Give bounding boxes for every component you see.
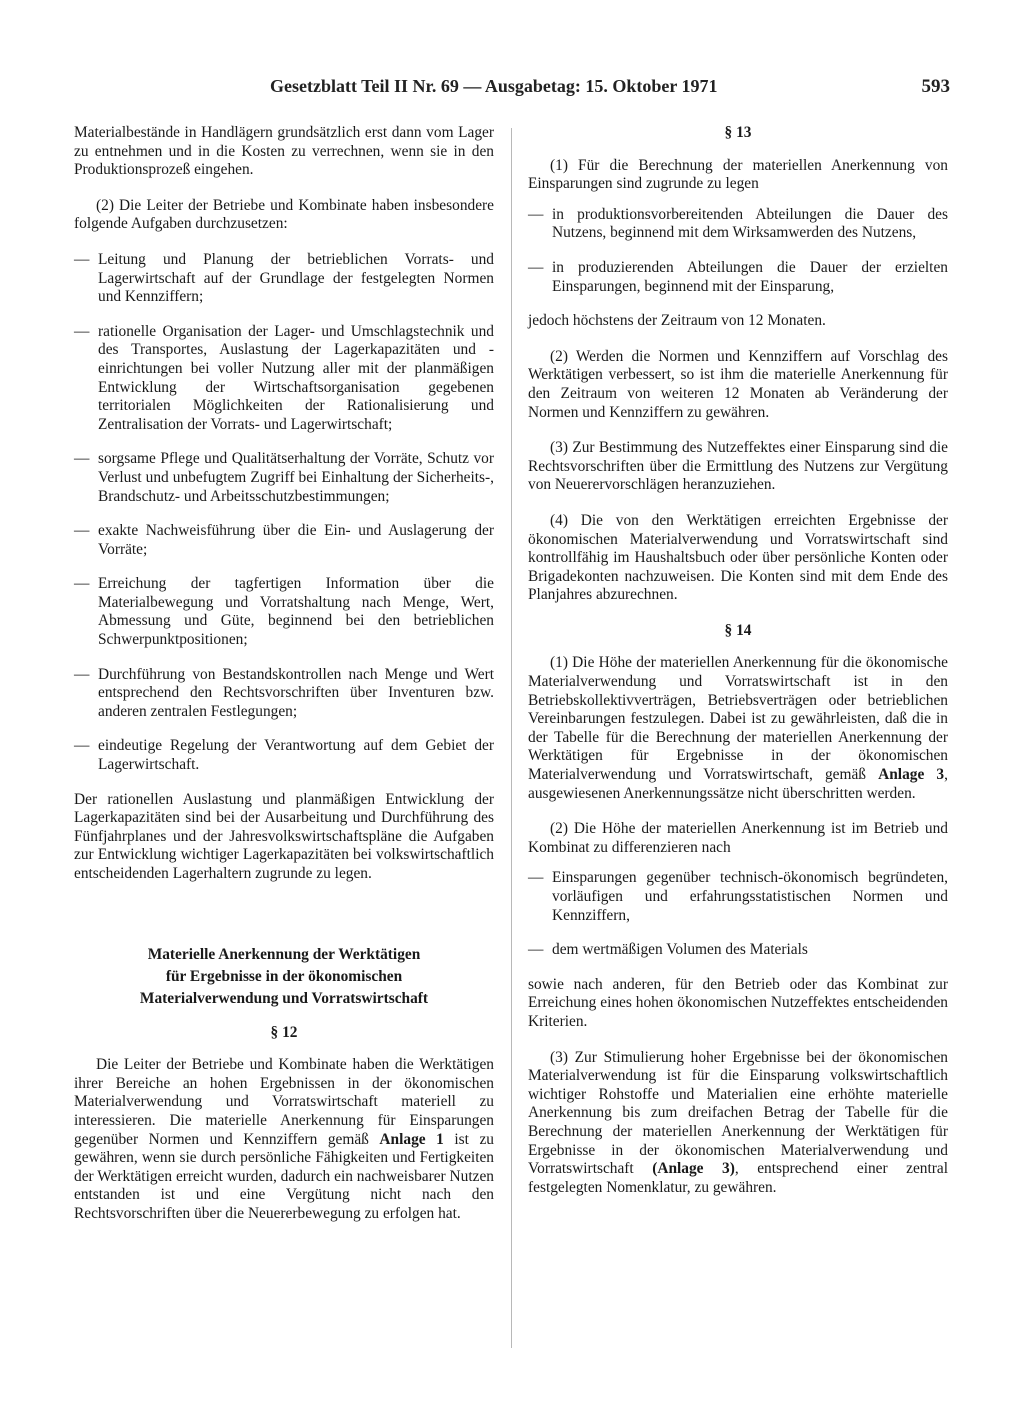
paragraph	[74, 1056, 494, 1223]
list-item	[74, 666, 494, 722]
dash-marker: —	[528, 258, 544, 276]
paragraph: (3) Zur Bestimmung des Nutzeffektes einer Einsparung sind die Rechtsvorschriften über die Ermittlung des Nutzens zur Vergütung von Neuerervorschlägen heranzuziehen.	[528, 439, 948, 494]
paragraph	[528, 1049, 948, 1198]
dash-marker: —	[528, 205, 544, 223]
paragraph: (2) Die Höhe der materiellen Anerkennung ist im Betrieb und Kombinat zu differenzieren nach	[528, 820, 948, 856]
paragraph: sowie nach anderen, für den Betrieb oder das Kombinat zur Erreichung eines hohen ökonomischen Nutzeffektes entscheidenden Kriterien.	[528, 975, 948, 1030]
list-item-text: Einsparungen gegenüber technisch-ökonomisch begründeten, vorläufigen und erfahrungsstatistischen Normen und Kennziffern,	[552, 869, 948, 924]
list-item	[528, 259, 948, 296]
heading-line: Materielle Anerkennung der Werktätigen	[147, 945, 421, 963]
text-run: (1) Die Höhe der materiellen Anerkennung für die ökonomische Materialverwendung und Vorratswirtschaft ist in den Betriebskollektivverträgen, Betriebsverträgen oder betrieblichen Vereinbarungen festzulegen. Dabei ist zu gewährleisten, daß die in der Tabelle für die Berechnung der materiellen Anerkennung der Werktätigen für Ergebnisse in der ökonomischen Materialverwendung und Vorratswirtschaft, gemäß	[528, 654, 948, 784]
text-run: ist zu gewähren, wenn sie durch persönliche Fähigkeiten und Fertigkeiten der Werktätigen erreicht wurden, dadurch ein nachweisbarer Nutzen entstanden ist und eine Vergütung nicht nach den Rechtsvorschriften über die Neuererbewegung zu erfolgen hat.	[74, 1130, 494, 1222]
dash-marker: —	[528, 941, 544, 959]
bold-reference: Anlage 3	[878, 766, 945, 784]
list-item-text: dem wertmäßigen Volumen des Materials	[552, 941, 808, 959]
list-item-text: in produktionsvorbereitenden Abteilungen die Dauer des Nutzens, beginnend mit dem Wirksamwerden des Nutzens,	[552, 205, 948, 242]
bold-reference: Anlage 1	[379, 1130, 444, 1148]
section-heading	[74, 944, 494, 1010]
dash-marker: —	[74, 665, 90, 683]
list-item-text: Erreichung der tagfertigen Information über die Materialbewegung und Vorratshaltung nach Menge, Wert, Abmessung und Güte, beginnend bei den betrieblichen Schwerpunktpositionen;	[98, 575, 494, 649]
dash-marker: —	[74, 450, 90, 468]
header-title: Gesetzblatt Teil II Nr. 69 — Ausgabetag: 15. Oktober 1971	[270, 76, 718, 96]
list-item	[74, 522, 494, 559]
list-item-text: in produzierenden Abteilungen die Dauer der erzielten Einsparungen, beginnend mit der Einsparung,	[552, 258, 948, 295]
list-item	[74, 575, 494, 649]
text-run: Die Leiter der Betriebe und Kombinate haben die Werktätigen ihrer Bereiche an hohen Ergebnissen in der ökonomischen Materialverwendung und Vorratswirtschaft materiell zu interessieren. Die materielle Anerkennung für Einsparungen gegenüber Normen und Kennziffern gemäß	[74, 1056, 494, 1148]
text-run: , entsprechend einer zentral festgelegten Nomenklatur, zu gewähren.	[528, 1160, 949, 1196]
heading-line: Materialverwendung und Vorratswirtschaft	[139, 989, 429, 1007]
section-number: § 14	[724, 621, 752, 639]
right-column	[528, 124, 948, 1197]
heading-line: für Ergebnisse in der ökonomischen	[165, 967, 403, 985]
paragraph: jedoch höchstens der Zeitraum von 12 Monaten.	[528, 312, 826, 330]
dash-marker: —	[528, 869, 544, 887]
section-number: § 13	[724, 124, 752, 141]
column-divider	[511, 128, 512, 1348]
bold-reference: (Anlage 3)	[652, 1160, 735, 1178]
paragraph: (2) Die Leiter der Betriebe und Kombinate haben insbesondere folgende Aufgaben durchzusetzen:	[74, 196, 494, 233]
paragraph: (1) Für die Berechnung der materiellen Anerkennung von Einsparungen sind zugrunde zu legen	[528, 156, 948, 193]
list-item-text: eindeutige Regelung der Verantwortung auf dem Gebiet der Lagerwirtschaft.	[98, 737, 494, 774]
paragraph: (4) Die von den Werktätigen erreichten Ergebnisse der ökonomischen Materialverwendung und Vorratswirtschaft sind kontrollfähig im Haushaltsbuch oder über persönliche Konten oder Brigadekonten nachzuweisen. Die Konten sind mit dem Ende des Planjahres abzurechnen.	[528, 511, 948, 604]
page-header	[270, 72, 950, 102]
list-item-text: sorgsame Pflege und Qualitätserhaltung der Vorräte, Schutz vor Verlust und unbefugtem Zugriff bei Einhaltung der Sicherheits-, Brandschutz- und Arbeitsschutzbestimmungen;	[98, 450, 494, 505]
list-item	[528, 869, 948, 925]
dash-marker: —	[74, 522, 90, 540]
list-item	[74, 737, 494, 774]
list-item-text: exakte Nachweisführung über die Ein- und Auslagerung der Vorräte;	[98, 522, 494, 558]
text-run: , ausgewiesenen Anerkennungssätze nicht überschritten werden.	[528, 766, 948, 802]
paragraph: Der rationellen Auslastung und planmäßigen Entwicklung der Lagerkapazitäten sind bei der Ausarbeitung und Durchführung des Fünfjahrplanes und der Jahresvolkswirtschaftspläne die Aufgaben zur Entwicklung wichtiger Lagerkapazitäten bei volkswirtschaftlich entscheidenden Lagerhaltern zugrunde zu legen.	[74, 790, 494, 882]
text-run: (3) Zur Stimulierung hoher Ergebnisse bei der ökonomischen Materialverwendung ist für die Einsparung volkswirtschaftlich wichtiger Rohstoffe und Materialien eine erhöhte materielle Anerkennung bis zum dreifachen Betrag der Tabelle für die Berechnung der materiellen Anerkennung der Werktätigen für Ergebnisse in der ökonomischen Materialverwendung und Vorratswirtschaft	[528, 1048, 948, 1178]
list-item	[74, 323, 494, 435]
list-item-text: Leitung und Planung der betrieblichen Vorrats- und Lagerwirtschaft auf der Grundlage der festgelegten Normen und Kennziffern;	[98, 250, 494, 306]
page-number: 593	[921, 76, 950, 97]
left-column	[74, 124, 494, 1224]
list-item	[74, 251, 494, 307]
dash-marker: —	[74, 737, 90, 755]
dash-marker: —	[74, 575, 90, 593]
list-item	[74, 450, 494, 506]
list-item-text: Durchführung von Bestandskontrollen nach Menge und Wert entsprechend den Rechtsvorschriften über Inventuren bzw. anderen zentralen Festlegungen;	[98, 665, 494, 720]
paragraph: (2) Werden die Normen und Kennziffern auf Vorschlag des Werktätigen verbessert, so ist ihm die materielle Anerkennung für den Zeitraum von weiteren 12 Monaten ab Veränderung der Normen und Kennziffern zu gewähren.	[528, 347, 948, 421]
paragraph	[528, 654, 948, 803]
list-item	[528, 206, 948, 243]
list-item-text: rationelle Organisation der Lager- und Umschlagstechnik und des Transportes, Auslastung der Lagerkapazitäten und -einrichtungen bei voller Nutzung aller mit der planmäßigen Entwicklung der Wirtschaftsorganisation gegebenen territorialen Möglichkeiten der Rationalisierung und Zentralisation der Vorrats- und Lagerwirtschaft;	[98, 322, 494, 433]
dash-marker: —	[74, 322, 90, 340]
list-item	[528, 941, 948, 960]
paragraph: Materialbestände in Handlägern grundsätzlich erst dann vom Lager zu entnehmen und in die Kosten zu verrechnen, wenn sie in den Produktionsprozeß eingehen.	[74, 124, 494, 179]
section-number: § 12	[270, 1023, 298, 1041]
dash-marker: —	[74, 250, 90, 268]
